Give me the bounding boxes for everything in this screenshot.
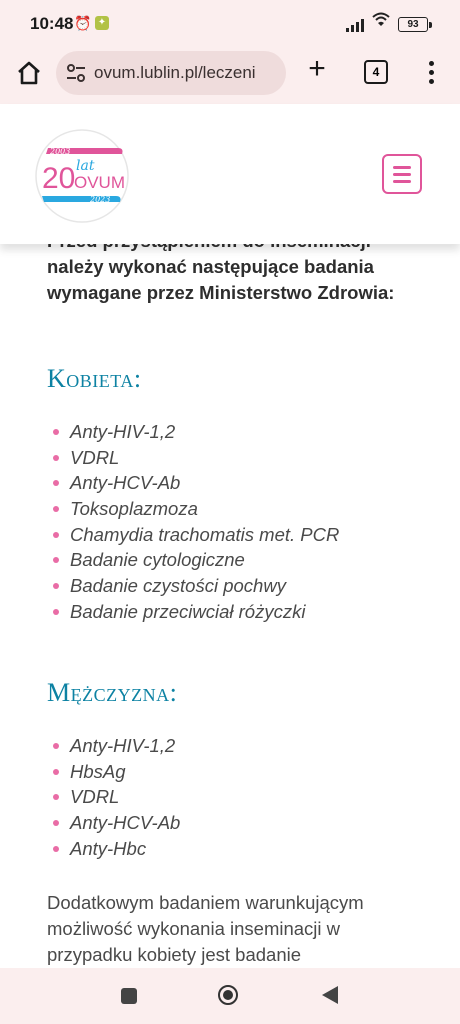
women-tests-list (53, 419, 339, 625)
status-time: 10:48 (30, 14, 74, 33)
home-icon[interactable] (14, 58, 44, 88)
url-text: ovum.lublin.pl/leczeni (94, 63, 256, 82)
site-header (0, 104, 460, 244)
app-notification-icon: ✦ (95, 16, 109, 30)
hamburger-menu-icon[interactable] (382, 154, 422, 194)
list-item: Chamydia trachomatis met. PCR (53, 522, 339, 548)
list-item: VDRL (53, 445, 339, 471)
list-item: Badanie czystości pochwy (53, 573, 339, 599)
men-tests-list (53, 733, 180, 861)
list-item: VDRL (53, 784, 180, 810)
browser-toolbar (0, 46, 460, 104)
list-item: HbsAg (53, 759, 180, 785)
tab-switcher-button[interactable]: 4 (364, 60, 388, 84)
back-triangle-icon[interactable] (322, 986, 338, 1004)
list-item: Badanie przeciwciał różyczki (53, 599, 339, 625)
list-item: Anty-HIV-1,2 (53, 419, 339, 445)
list-item: Anty-Hbc (53, 836, 180, 862)
list-item: Badanie cytologiczne (53, 547, 339, 573)
home-circle-icon[interactable] (218, 985, 238, 1005)
status-bar (0, 0, 460, 46)
svg-text:lat: lat (76, 158, 95, 174)
more-menu-icon[interactable] (424, 58, 438, 88)
list-item: Toksoplazmoza (53, 496, 339, 522)
svg-text:2003: 2003 (50, 147, 71, 156)
section-title-men: Mężczyzna: (47, 678, 178, 707)
address-bar[interactable] (56, 51, 286, 95)
recent-apps-icon[interactable] (121, 988, 137, 1004)
ovum-20-years-logo[interactable] (34, 128, 130, 224)
system-navigation-bar (0, 968, 460, 1024)
new-tab-plus-icon[interactable]: + (308, 52, 326, 85)
svg-text:2023: 2023 (90, 195, 111, 204)
wifi-icon (372, 12, 390, 28)
outro-text: Dodatkowym badaniem warunkującym możliwość wykonania inseminacji w przypadku kobiety jest badanie (47, 892, 364, 965)
list-item: Anty-HIV-1,2 (53, 733, 180, 759)
list-item: Anty-HCV-Ab (53, 470, 339, 496)
svg-text:OVUM: OVUM (74, 173, 125, 192)
site-settings-icon[interactable] (66, 64, 86, 82)
signal-icon (346, 18, 366, 32)
list-item: Anty-HCV-Ab (53, 810, 180, 836)
section-title-women: Kobieta: (47, 364, 142, 393)
intro-text: należy wykonać następujące badania wymagane przez Ministerstwo Zdrowia: (47, 256, 395, 303)
battery-icon: 93 (398, 17, 428, 32)
alarm-icon: ⏰ (74, 15, 92, 31)
svg-text:20: 20 (42, 162, 76, 195)
